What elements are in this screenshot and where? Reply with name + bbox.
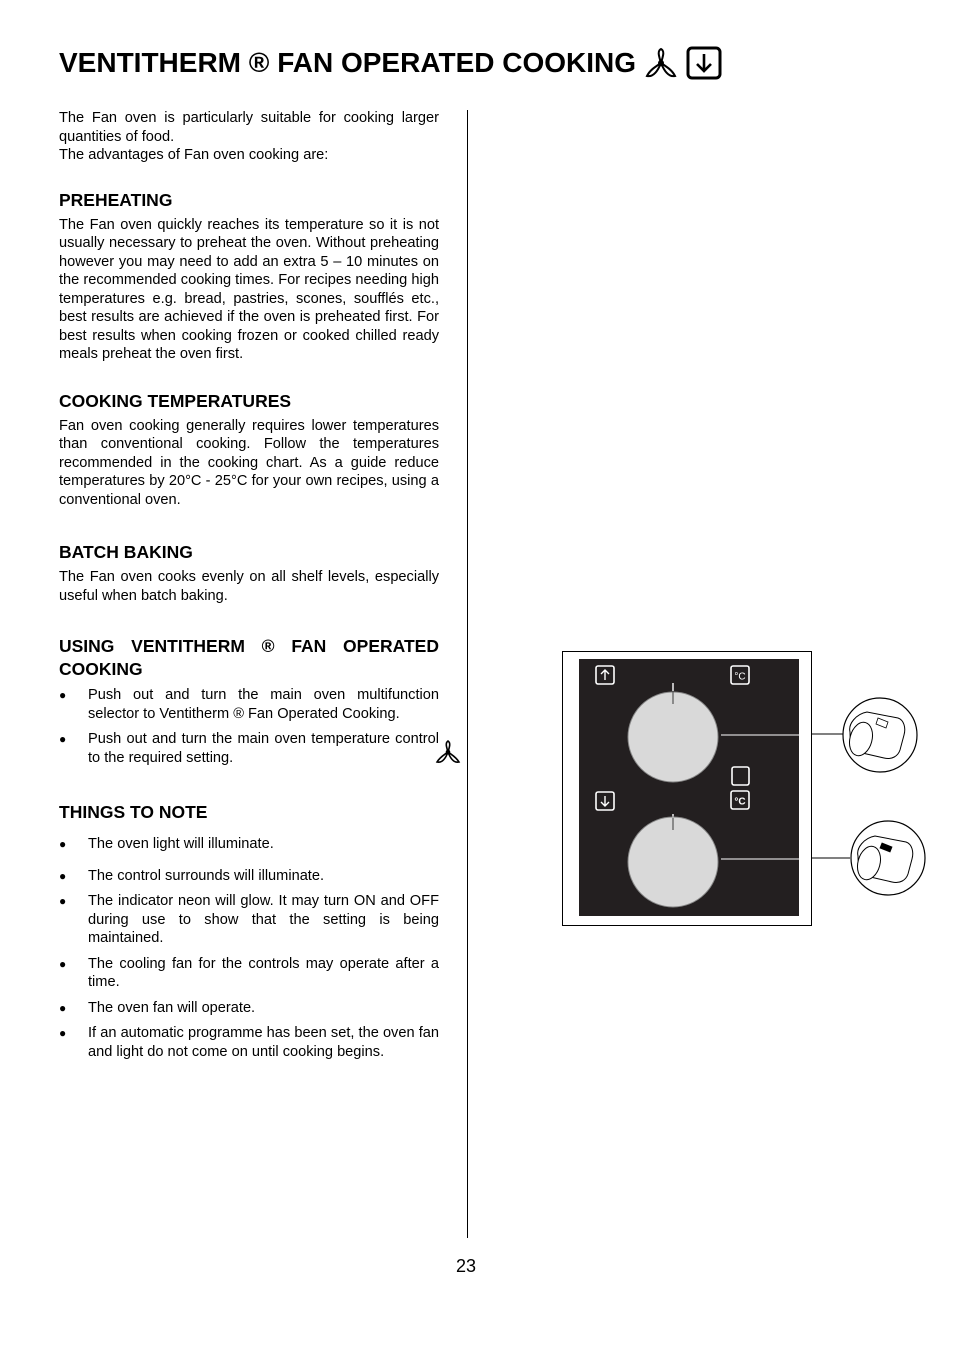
list-item: ● The cooling fan for the controls may operate after a time. — [59, 955, 439, 992]
page-number: 23 — [456, 1256, 477, 1276]
preheating-heading: PREHEATING — [59, 189, 173, 210]
intro-paragraph: The Fan oven is particularly suitable for cooking larger quantities of food. — [59, 110, 439, 145]
temperatures-heading: COOKING TEMPERATURES — [59, 390, 292, 411]
text-column — [59, 109, 439, 1061]
list-item: ● The oven fan will operate. — [59, 999, 439, 1018]
multifunction-knob-detail — [843, 698, 917, 772]
list-item: ● Push out and turn the main oven multifunction selector to Ventitherm ® Fan Operated Cooking. — [59, 686, 439, 723]
list-item: ● The control surrounds will illuminate. — [59, 867, 439, 886]
temperature-control-knob[interactable] — [628, 817, 718, 907]
intro-advantages: The advantages of Fan oven cooking are: — [59, 147, 329, 163]
list-item: ● The indicator neon will glow. It may turn ON and OFF during use to show that the setting is being maintained. — [59, 892, 439, 948]
page-title-text: VENTITHERM ® FAN OPERATED COOKING — [59, 47, 637, 78]
using-list — [59, 686, 439, 767]
list-item: ● If an automatic programme has been set, the oven fan and light do not come on until cooking begins. — [59, 1024, 439, 1061]
fan-oven-bottom-icon — [686, 46, 722, 80]
notes-list — [59, 835, 439, 1061]
using-heading: USING VENTITHERM ® FAN OPERATED COOKING — [59, 636, 439, 679]
preheating-text: The Fan oven quickly reaches its temperature so it is not usually necessary to preheat the oven. Without preheating however you may need to add an extra 5 – 10 minutes on the recommended cooking times. For recipes needing high temperatures e.g. bread, pastries, scones, soufflés etc., best results are achieved if the oven is preheated first. For best results when cooking frozen or cooked chilled ready meals preheat the oven first. — [59, 216, 439, 362]
fan-icon — [642, 46, 680, 80]
control-panel-diagram — [562, 651, 812, 926]
fan-icon — [434, 739, 462, 765]
svg-text:°C: °C — [734, 796, 746, 808]
column-divider — [467, 110, 468, 1238]
list-item: ● Push out and turn the main oven temperature control to the required setting. — [59, 730, 439, 767]
knob-callouts — [812, 690, 932, 905]
temperature-knob-detail — [851, 821, 925, 895]
temperatures-text: Fan oven cooking generally requires lower temperatures than conventional cooking. Follow the temperatures recommended in the cooking chart. As a guide reduce temperatures by 20°C - 25°C for your own recipes, using a conventional oven. — [59, 417, 439, 508]
list-item: ● The oven light will illuminate. — [59, 835, 439, 854]
page-title — [59, 46, 722, 80]
batch-text: The Fan oven cooks evenly on all shelf levels, especially useful when batch baking. — [59, 569, 439, 604]
control-panel-illustration — [563, 652, 811, 925]
multifunction-selector-knob[interactable] — [628, 692, 718, 782]
notes-heading: THINGS TO NOTE — [59, 802, 208, 822]
svg-text:°C: °C — [734, 671, 746, 683]
batch-heading: BATCH BAKING — [59, 542, 193, 562]
